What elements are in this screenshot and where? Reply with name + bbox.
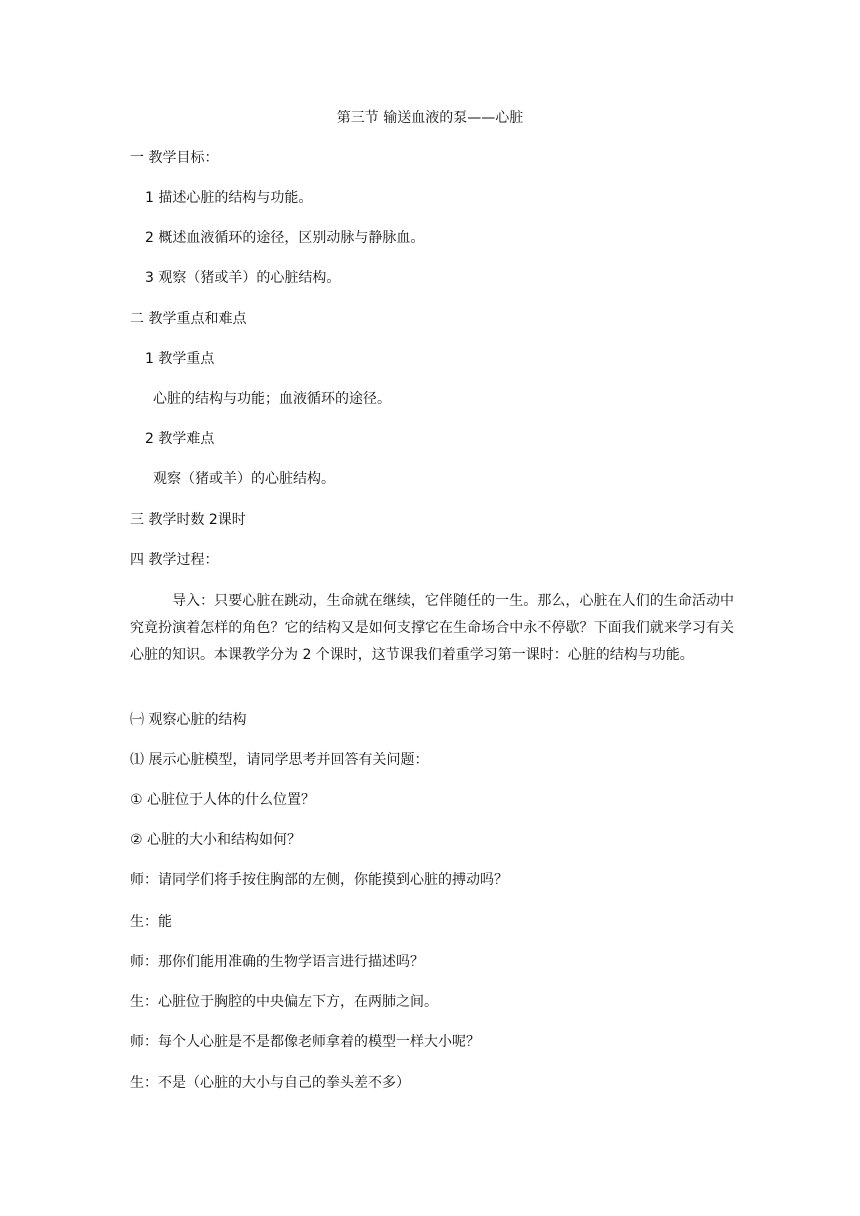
intro-paragraph: 导入：只要心脏在跳动，生命就在继续，它伴随任的一生。那么，心脏在人们的生命活动中究竟扮演着怎样的角色？它的结构又是如何支撑它在生命场合中永不停歇？下面我们就来学习有关心脏的知识。本课教学分为 2 个课时，这节课我们着重学习第一课时：心脏的结构与功能。 [130, 593, 734, 663]
time-heading: 三 教学时数 2课时 [130, 512, 246, 528]
goal-item: 2 概述血液循环的途径，区别动脉与静脉血。 [145, 230, 425, 246]
dialogue-line: 师：每个人心脏是不是都像老师拿着的模型一样大小呢？ [130, 1034, 480, 1050]
goal-item: 1 描述心脏的结构与功能。 [145, 190, 313, 206]
goal-item: 3 观察（猪或羊）的心脏结构。 [145, 270, 341, 286]
focus-text: 心脏的结构与功能；血液循环的途径。 [153, 391, 391, 407]
process-heading: 四 教学过程： [130, 552, 219, 568]
part-heading: ㈠ 观察心脏的结构 [130, 712, 247, 728]
question-item: ② 心脏的大小和结构如何？ [130, 832, 302, 848]
question-item: ① 心脏位于人体的什么位置？ [130, 792, 316, 808]
dialogue-line: 生：心脏位于胸腔的中央偏左下方，在两肺之间。 [130, 994, 438, 1010]
dialogue-line: 师：请同学们将手按住胸部的左侧，你能摸到心脏的搏动吗？ [130, 872, 508, 888]
goals-heading: 一 教学目标： [130, 150, 219, 166]
dialogue-line: 生：能 [130, 914, 172, 930]
focus-subheading: 1 教学重点 [145, 351, 215, 367]
focus-heading: 二 教学重点和难点 [130, 311, 247, 327]
step-text: ⑴ 展示心脏模型，请同学思考并回答有关问题： [130, 752, 429, 768]
dialogue-line: 生：不是（心脏的大小与自己的拳头差不多） [130, 1075, 410, 1091]
document-title: 第三节 输送血液的泵——心脏 [336, 110, 524, 126]
focus-subheading: 2 教学难点 [145, 431, 215, 447]
focus-text: 观察（猪或羊）的心脏结构。 [153, 471, 335, 487]
dialogue-line: 师：那你们能用准确的生物学语言进行描述吗？ [130, 954, 424, 970]
